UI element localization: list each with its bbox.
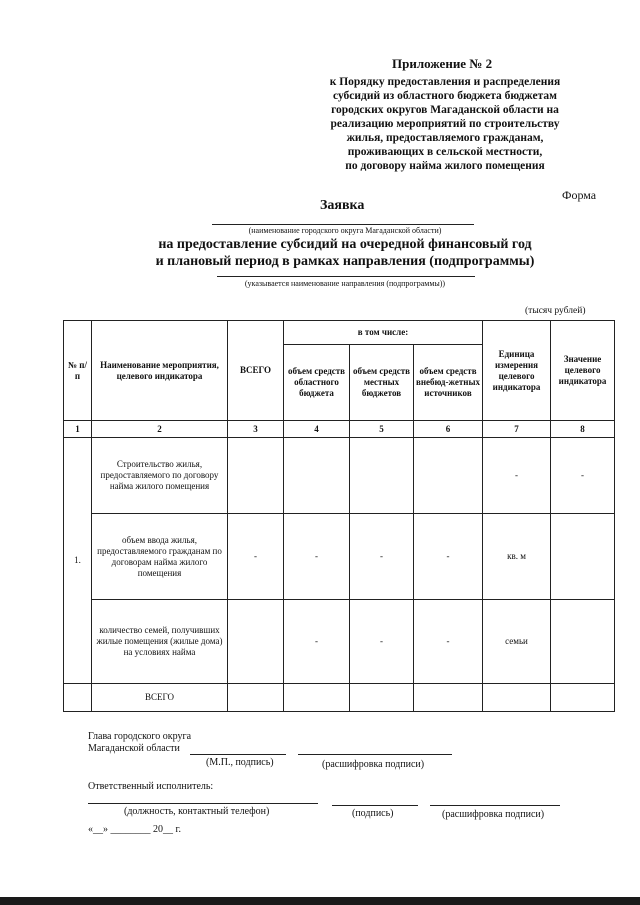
row-extra: -	[414, 514, 483, 600]
col-number: 7	[483, 421, 551, 438]
header-total: ВСЕГО	[228, 321, 284, 421]
decode-line	[430, 805, 560, 806]
row-local: -	[350, 600, 414, 684]
date-line: «__» ________ 20__ г.	[88, 824, 181, 835]
appendix-line: по договору найма жилого помещения	[345, 160, 545, 172]
row-unit: -	[483, 438, 551, 514]
total-row-cell	[284, 684, 350, 712]
row-total: -	[228, 514, 284, 600]
row-unit: семьи	[483, 600, 551, 684]
row-total	[228, 438, 284, 514]
appendix-text	[300, 75, 590, 173]
col-number: 6	[414, 421, 483, 438]
district-hint: (наименование городского округа Магаданской области)	[248, 226, 442, 235]
appendix-line: реализацию мероприятий по строительству	[330, 118, 560, 130]
header-regional: объем средств областного бюджета	[284, 345, 350, 421]
responsible-label: Ответственный исполнитель:	[88, 781, 214, 792]
total-row-cell	[483, 684, 551, 712]
direction-line	[217, 276, 475, 277]
header-name: Наименование мероприятия, целевого индикатора	[92, 321, 228, 421]
main-title-line-1: на предоставление субсидий на очередной финансовый год	[158, 237, 532, 252]
col-number: 1	[64, 421, 92, 438]
scan-edge	[0, 897, 640, 905]
row-local: -	[350, 514, 414, 600]
sign-caption: (подпись)	[352, 808, 394, 819]
sign-line	[332, 805, 418, 806]
units-label: (тысяч рублей)	[525, 306, 586, 316]
row-regional	[284, 438, 350, 514]
row-unit: кв. м	[483, 514, 551, 600]
row-name: Строительство жилья, предоставляемого по договору найма жилого помещения	[92, 438, 228, 514]
col-number: 4	[284, 421, 350, 438]
main-title-line-2: и плановый период в рамках направления (подпрограммы)	[155, 254, 535, 269]
row-value	[551, 514, 615, 600]
document-title: Заявка	[320, 198, 365, 213]
position-caption: (должность, контактный телефон)	[124, 806, 270, 817]
col-number: 5	[350, 421, 414, 438]
col-number: 3	[228, 421, 284, 438]
row-regional: -	[284, 600, 350, 684]
header-local: объем средств местных бюджетов	[350, 345, 414, 421]
row-regional: -	[284, 514, 350, 600]
total-row-cell	[350, 684, 414, 712]
row-local	[350, 438, 414, 514]
appendix-line: городских округов Магаданской области на	[331, 104, 559, 116]
head-line-1: Глава городского округа	[88, 731, 192, 742]
position-line	[88, 803, 318, 804]
total-row-cell	[551, 684, 615, 712]
head-line-2: Магаданской области	[88, 743, 180, 754]
row-extra	[414, 438, 483, 514]
subsidy-table	[63, 320, 615, 712]
appendix-line: к Порядку предоставления и распределения	[329, 76, 561, 88]
total-row-cell	[414, 684, 483, 712]
row-number: 1.	[64, 438, 92, 684]
col-number: 8	[551, 421, 615, 438]
total-row-num	[64, 684, 92, 712]
mp-sign-caption: (М.П., подпись)	[206, 757, 274, 768]
row-value	[551, 600, 615, 684]
row-name: объем ввода жилья, предоставляемого гражданам по договорам найма жилого помещения	[92, 514, 228, 600]
district-line	[212, 224, 474, 225]
row-total	[228, 600, 284, 684]
header-unit: Единица измерения целевого индикатора	[483, 321, 551, 421]
form-label: Форма	[562, 188, 597, 202]
decode-caption-2: (расшифровка подписи)	[442, 809, 545, 820]
head-sign-line	[190, 754, 286, 755]
appendix-line: жилья, предоставляемого гражданам,	[346, 132, 544, 144]
appendix-line: проживающих в сельской местности,	[347, 146, 543, 158]
main-title	[100, 236, 590, 270]
total-row-label: ВСЕГО	[92, 684, 228, 712]
header-extra: объем средств внебюд-жетных источников	[414, 345, 483, 421]
row-extra: -	[414, 600, 483, 684]
header-including: в том числе:	[284, 321, 483, 345]
head-decode-line	[298, 754, 452, 755]
header-num: № п/п	[64, 321, 92, 421]
decode-caption: (расшифровка подписи)	[322, 759, 425, 770]
total-row-cell	[228, 684, 284, 712]
col-number: 2	[92, 421, 228, 438]
row-value: -	[551, 438, 615, 514]
direction-hint: (указывается наименование направления (подпрограммы))	[244, 279, 446, 288]
header-value: Значение целевого индикатора	[551, 321, 615, 421]
appendix-title: Приложение № 2	[392, 56, 493, 71]
row-name: количество семей, получивших жилые помещения (жилые дома) на условиях найма	[92, 600, 228, 684]
appendix-line: субсидий из областного бюджета бюджетам	[333, 90, 557, 102]
